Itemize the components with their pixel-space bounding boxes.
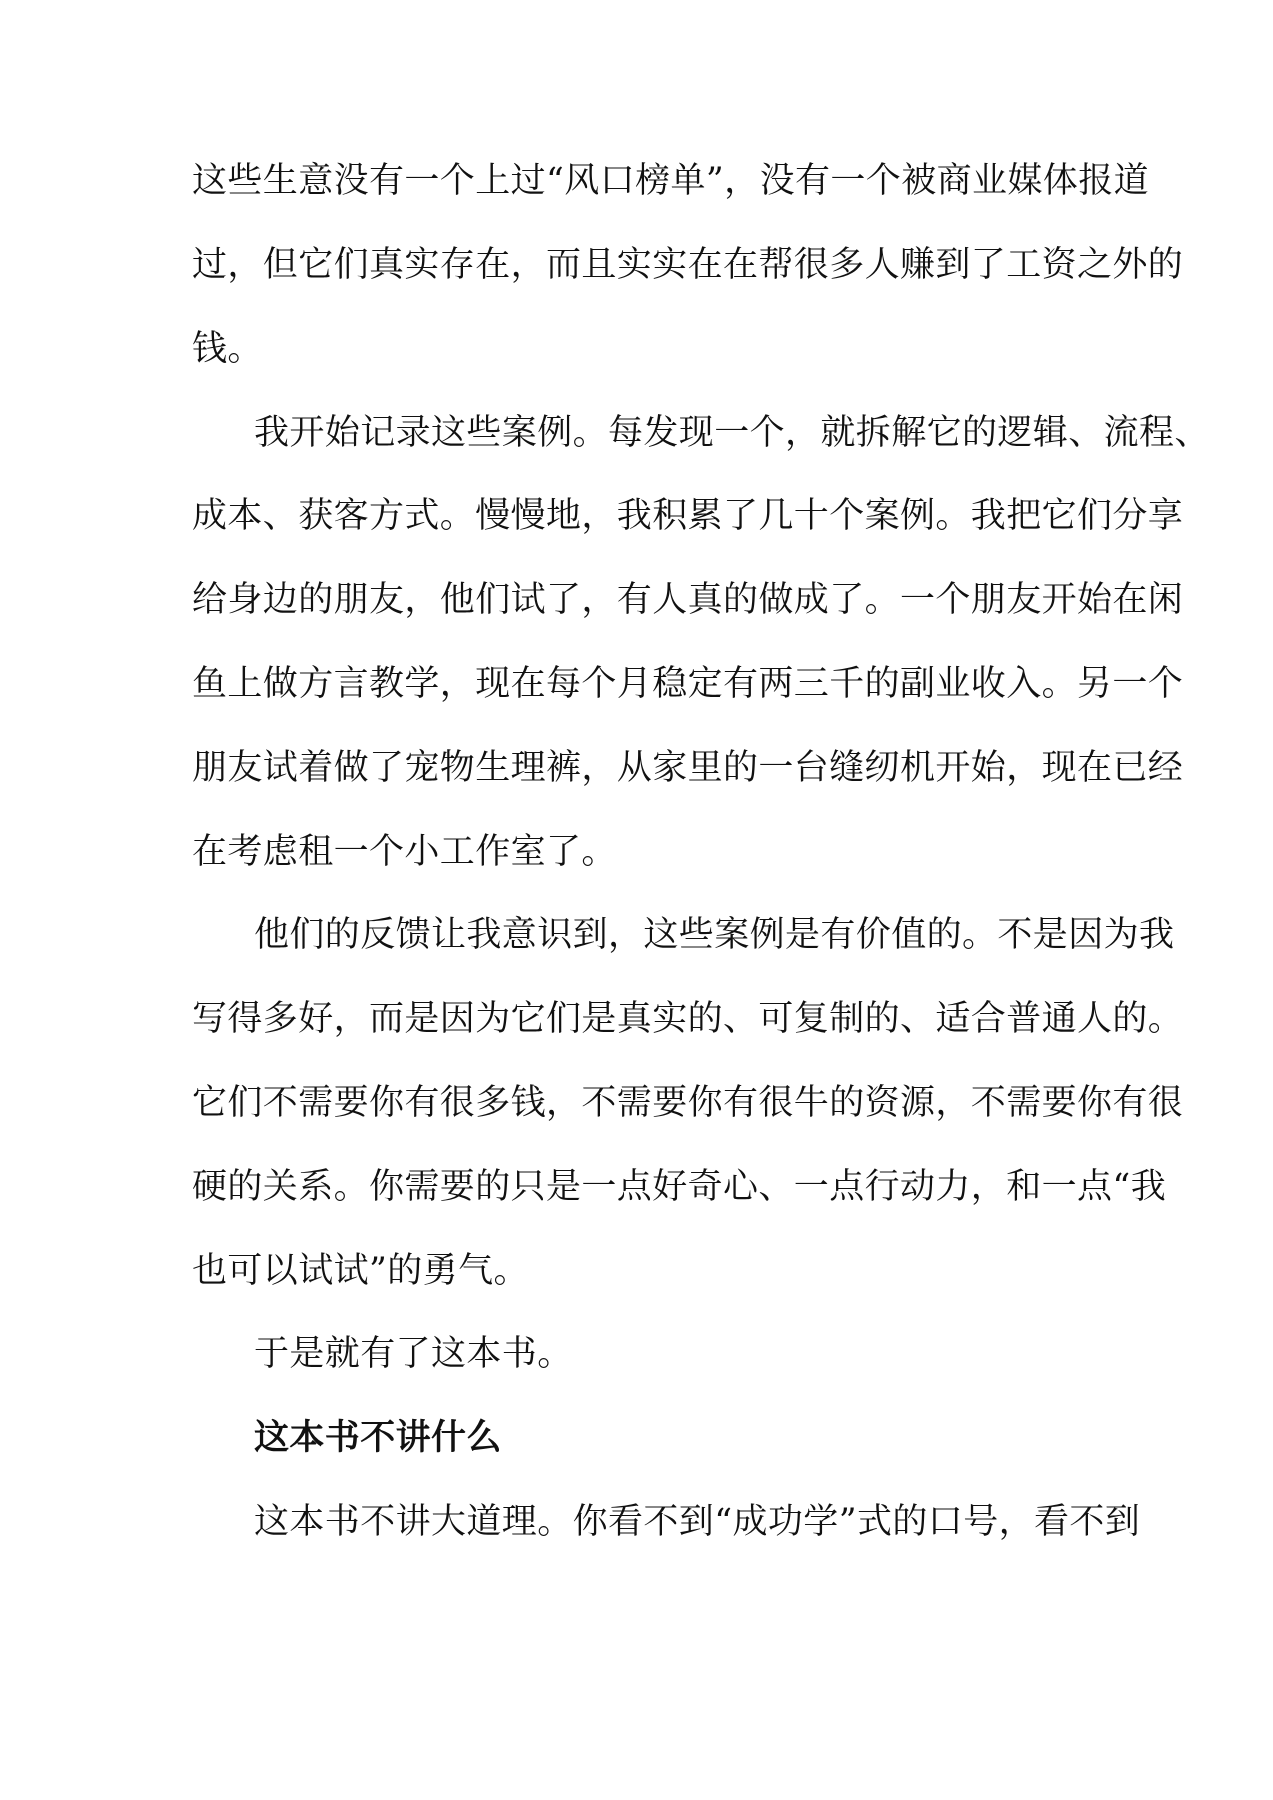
body-text-line: 朋友试着做了宠物生理裤，从家里的一台缝纫机开始，现在已经 [192,748,1184,788]
body-text-line: 这本书不讲大道理。你看不到“成功学”式的口号，看不到 [254,1502,1141,1542]
body-text-line: 这些生意没有一个上过“风口榜单”，没有一个被商业媒体报道 [192,161,1149,201]
body-text-line: 写得多好，而是因为它们是真实的、可复制的、适合普通人的。 [192,999,1184,1039]
body-text-line: 钱。 [192,329,263,369]
body-text-line: 也可以试试”的勇气。 [192,1251,529,1291]
body-text-line: 硬的关系。你需要的只是一点好奇心、一点行动力，和一点“我 [192,1167,1167,1207]
body-text-line: 在考虑租一个小工作室了。 [192,832,617,872]
section-heading: 这本书不讲什么 [254,1418,502,1458]
body-text-line: 它们不需要你有很多钱，不需要你有很牛的资源，不需要你有很 [192,1083,1184,1123]
body-text-line: 鱼上做方言教学，现在每个月稳定有两三千的副业收入。另一个 [192,664,1184,704]
body-text-line: 于是就有了这本书。 [254,1334,573,1374]
body-text-line: 给身边的朋友，他们试了，有人真的做成了。一个朋友开始在闲 [192,580,1184,620]
body-text-line: 我开始记录这些案例。每发现一个，就拆解它的逻辑、流程、 [254,413,1210,453]
body-text-line: 过，但它们真实存在，而且实实在在帮很多人赚到了工资之外的 [192,245,1184,285]
body-text-line: 他们的反馈让我意识到，这些案例是有价值的。不是因为我 [254,915,1175,955]
body-text-line: 成本、获客方式。慢慢地，我积累了几十个案例。我把它们分享 [192,496,1184,536]
